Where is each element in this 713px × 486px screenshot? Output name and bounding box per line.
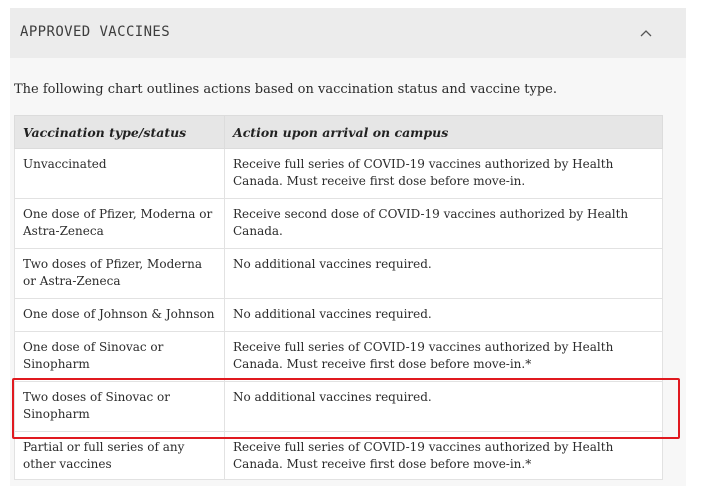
action-cell: Receive full series of COVID-19 vaccines authorized by Health Canada. Must receive first dose before move-in.*: [225, 432, 663, 480]
table-row: [15, 332, 663, 382]
status-cell: Two doses of Pfizer, Moderna or Astra-Zeneca: [15, 249, 225, 299]
table-row-highlighted: [15, 382, 663, 432]
table-row: [15, 299, 663, 332]
status-cell: One dose of Sinovac or Sinopharm: [15, 332, 225, 382]
intro-text: The following chart outlines actions based on vaccination status and vaccine type.: [14, 82, 557, 97]
action-cell: No additional vaccines required.: [225, 249, 663, 299]
status-cell: One dose of Pfizer, Moderna or Astra-Zeneca: [15, 199, 225, 249]
status-cell: Unvaccinated: [15, 149, 225, 199]
status-cell: Two doses of Sinovac or Sinopharm: [15, 382, 225, 432]
vaccine-table: [14, 115, 663, 480]
action-cell: Receive second dose of COVID-19 vaccines authorized by Health Canada.: [225, 199, 663, 249]
action-cell: Receive full series of COVID-19 vaccines authorized by Health Canada. Must receive first dose before move-in.*: [225, 332, 663, 382]
action-cell: Receive full series of COVID-19 vaccines authorized by Health Canada. Must receive first dose before move-in.: [225, 149, 663, 199]
table-row: [15, 432, 663, 480]
status-cell: Partial or full series of any other vaccines: [15, 432, 225, 480]
chevron-up-icon[interactable]: [638, 25, 654, 41]
table-row: [15, 199, 663, 249]
table-row: [15, 249, 663, 299]
panel-header[interactable]: [10, 8, 686, 58]
status-cell: One dose of Johnson & Johnson: [15, 299, 225, 332]
panel-title: APPROVED VACCINES: [20, 24, 171, 40]
table-row: [15, 149, 663, 199]
table-header-row: [15, 116, 663, 149]
header-vaccination-status: Vaccination type/status: [15, 116, 225, 149]
action-cell: No additional vaccines required.: [225, 299, 663, 332]
action-cell: No additional vaccines required.: [225, 382, 663, 432]
header-action: Action upon arrival on campus: [225, 116, 663, 149]
